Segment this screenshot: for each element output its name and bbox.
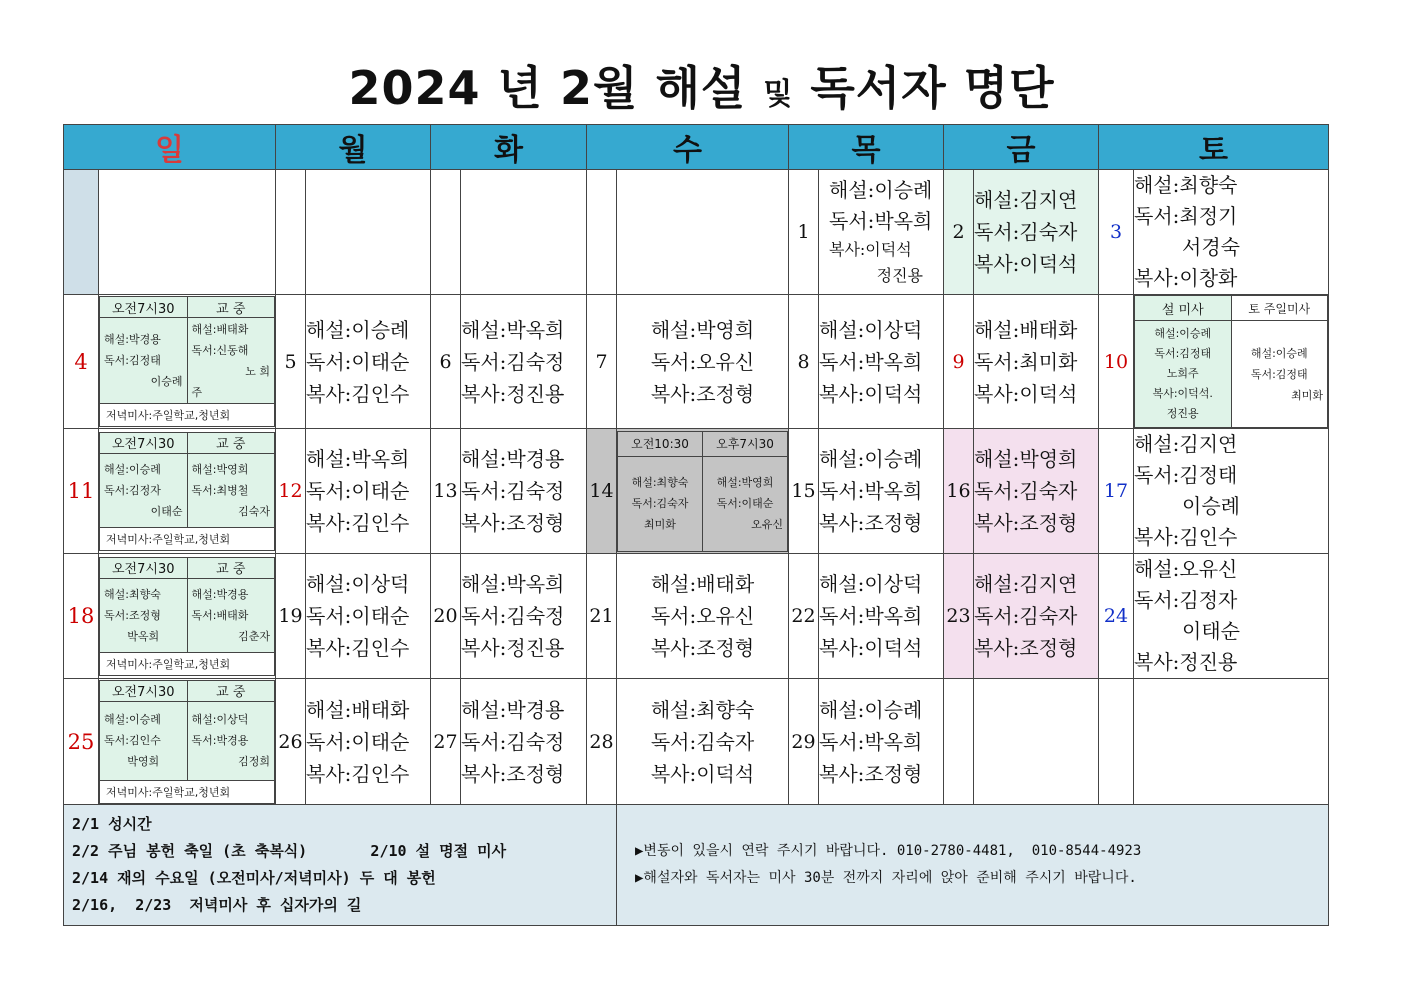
server-line: 복사:이덕석 (974, 381, 1078, 406)
commentator-line: 해설:이승례 (1250, 346, 1308, 360)
server-line: 복사:이덕석 (829, 240, 912, 259)
day-number: 3 (1099, 170, 1134, 295)
server-line: 복사:김인수 (306, 761, 410, 786)
sunday-mass-table (99, 557, 275, 676)
week-row-5 (64, 679, 1329, 805)
day-assignment (819, 429, 944, 554)
reader-line: 독서:배태화 (191, 608, 249, 622)
day-number: 5 (276, 295, 306, 429)
day-number: 15 (789, 429, 819, 554)
reader-line: 독서:이태순 (716, 497, 774, 510)
day-number: 14 (587, 429, 617, 554)
day-number: 28 (587, 679, 617, 805)
commentator-line: 해설:김지연 (974, 572, 1078, 596)
reader-line-2: 이승례 (1182, 494, 1240, 518)
commentator-line: 해설:박옥희 (461, 317, 565, 342)
commentator-line: 해설:이상덕 (819, 317, 923, 342)
day-number: 6 (431, 295, 461, 429)
title-word-commentary: 해설 (655, 61, 747, 115)
day-number: 13 (431, 429, 461, 554)
reader-line: 독서:김숙정 (461, 349, 565, 374)
day-assignment (974, 170, 1099, 295)
server-line: 복사:이창화 (1134, 266, 1238, 290)
reader-line: 독서:김숙정 (461, 479, 565, 503)
event-note: 2/14 재의 수요일 (오전미사/저녁미사) 두 대 봉헌 (72, 869, 436, 887)
event-note: 2/2 주님 봉헌 축일 (초 축복식) 2/10 설 명절 미사 (72, 842, 507, 860)
commentator-line: 해설:이상덕 (191, 713, 249, 726)
lunar-new-year-mass-header: 설 미사 (1135, 296, 1232, 321)
reader-line-2: 박옥희 (127, 629, 160, 643)
title-word-readers: 독서자 명단 (810, 61, 1055, 115)
saturday-mass-table (1134, 295, 1328, 428)
instruction-notes (617, 805, 1329, 926)
day-number: 18 (64, 554, 99, 679)
reader-line: 독서:최정기 (1134, 204, 1238, 228)
lunar-new-year-assignment (1135, 321, 1232, 428)
commentator-line: 해설:이승례 (829, 178, 933, 202)
day-number: 10 (1099, 295, 1134, 429)
reader-line: 독서:김숙자 (650, 729, 755, 754)
reader-line: 독서:김숙자 (631, 497, 689, 510)
day-number: 29 (789, 679, 819, 805)
server-line: 복사:김인수 (306, 636, 410, 660)
day-number: 16 (944, 429, 974, 554)
commentator-line: 해설:최향숙 (631, 476, 689, 489)
day-number: 26 (276, 679, 306, 805)
weekday-thu: 목 (789, 125, 944, 170)
server-line: 복사:조정형 (819, 511, 923, 535)
week-row-1 (64, 170, 1329, 295)
server-line: 복사:조정형 (974, 511, 1078, 535)
commentator-line: 해설:박영희 (650, 317, 755, 342)
day-assignment (617, 679, 789, 805)
reader-line: 독서:이태순 (306, 349, 410, 374)
morning-mass-assignment (618, 456, 703, 551)
empty-cell (461, 170, 587, 295)
commentator-line: 해설:박경용 (461, 447, 565, 471)
day-number: 20 (431, 554, 461, 679)
server-line: 복사:조정형 (819, 761, 923, 786)
empty-cell (431, 170, 461, 295)
notes-row (64, 805, 1329, 926)
day-number: 24 (1099, 554, 1134, 679)
server-line: 복사:정진용 (1134, 650, 1238, 674)
day-assignment (306, 429, 431, 554)
day-assignment (461, 295, 587, 429)
weekday-tue: 화 (431, 125, 587, 170)
commentator-line: 해설:박영희 (716, 476, 774, 489)
event-note: 2/16, 2/23 저녁미사 후 십자가의 길 (72, 896, 362, 914)
title-month: 2월 (559, 61, 639, 115)
am-mass-assignment (100, 701, 188, 780)
commentator-line: 해설:김지연 (1134, 432, 1238, 456)
empty-cell (306, 170, 431, 295)
empty-cell (99, 170, 276, 295)
day-number: 25 (64, 679, 99, 805)
reader-line: 독서:김숙자 (974, 604, 1078, 628)
reader-line: 독서:김숙자 (974, 479, 1078, 503)
weekday-wed: 수 (587, 125, 789, 170)
day-assignment (819, 554, 944, 679)
server-line: 복사:김인수 (1134, 525, 1238, 549)
day-number: 27 (431, 679, 461, 805)
title-year: 2024 (348, 61, 481, 115)
page-title (0, 52, 1403, 118)
title-year-suffix: 년 (497, 61, 543, 115)
am-mass-assignment (100, 453, 188, 527)
schedule-table (63, 124, 1329, 926)
reader-line: 독서:신동해 (191, 343, 249, 357)
reader-line: 독서:오유신 (650, 604, 755, 628)
empty-cell (944, 679, 974, 805)
am-mass-header: 오전7시30 (100, 680, 188, 701)
empty-cell (617, 170, 789, 295)
reader-line: 독서:김숙정 (461, 604, 565, 628)
server-line: 복사:조정형 (974, 636, 1078, 660)
day-assignment (461, 554, 587, 679)
saturday-vigil-mass-header: 토 주일미사 (1231, 296, 1328, 321)
evening-mass-note: 저녁미사:주일학교,청년회 (100, 780, 275, 803)
week-row-2 (64, 295, 1329, 429)
reader-line-2: 김숙자 (238, 504, 270, 518)
day-number: 22 (789, 554, 819, 679)
day-assignment (974, 429, 1099, 554)
day-assignment (974, 554, 1099, 679)
commentator-line: 해설:이상덕 (306, 572, 410, 596)
commentator-line: 해설:배태화 (974, 317, 1078, 342)
sunday-box (99, 295, 276, 429)
commentator-line: 해설:이승례 (104, 713, 161, 726)
am-mass-assignment (100, 318, 188, 404)
saturday-vigil-assignment (1231, 321, 1328, 428)
server-line: 복사:조정형 (461, 761, 565, 786)
reader-line: 독서:김정태 (1154, 347, 1212, 360)
reader-line-3: 주 (191, 385, 203, 399)
day-assignment (306, 295, 431, 429)
day-number: 1 (789, 170, 819, 295)
day-assignment (461, 679, 587, 805)
contact-note: ▶변동이 있을시 연락 주시기 바랍니다. 010-2780-4481, 010-8544-4923 (635, 843, 1142, 859)
arrival-note: ▶해설자와 독서자는 미사 30분 전까지 자리에 앉아 준비해 주시기 바랍니다. (635, 870, 1137, 886)
event-note: 2/1 성시간 (72, 815, 152, 833)
day-assignment (306, 554, 431, 679)
commentator-line: 해설:이승례 (306, 317, 410, 342)
school-mass-assignment (187, 318, 275, 404)
commentator-line: 해설:이승례 (104, 462, 161, 476)
server-line: 복사:조정형 (650, 381, 755, 406)
commentator-line: 해설:이상덕 (819, 572, 923, 596)
server-line: 복사:김인수 (306, 511, 410, 535)
server-line: 복사:조정형 (650, 636, 755, 660)
weekday-header-row (64, 125, 1329, 170)
reader-line: 독서:이태순 (306, 479, 410, 503)
server-line: 복사:조정형 (461, 511, 565, 535)
server-line-2: 정진용 (1166, 407, 1199, 420)
school-mass-header: 교 중 (187, 432, 275, 453)
sunday-box (99, 429, 276, 554)
day-number: 8 (789, 295, 819, 429)
commentator-line: 해설:이승례 (819, 447, 923, 471)
evening-mass-note: 저녁미사:주일학교,청년회 (100, 404, 275, 427)
empty-cell (587, 170, 617, 295)
commentator-line: 해설:최향숙 (650, 697, 755, 722)
reader-line: 독서:김정자 (104, 483, 161, 497)
reader-line: 독서:이태순 (306, 604, 410, 628)
reader-line-2: 이태순 (150, 504, 183, 518)
day-assignment (617, 295, 789, 429)
reader-line: 독서:이태순 (306, 729, 410, 754)
reader-line-2: 박영희 (127, 755, 160, 768)
reader-line-2: 최미화 (1291, 388, 1323, 402)
empty-cell (276, 170, 306, 295)
reader-line: 독서:김숙정 (461, 729, 565, 754)
commentator-line: 해설:박경용 (191, 587, 249, 601)
commentator-line: 해설:박옥희 (306, 447, 410, 471)
weekday-sun: 일 (64, 125, 276, 170)
day-number: 9 (944, 295, 974, 429)
evening-mass-note: 저녁미사:주일학교,청년회 (100, 652, 275, 675)
am-mass-header: 오전7시30 (100, 297, 188, 318)
day-assignment (1134, 170, 1329, 295)
reader-line: 독서:박옥희 (819, 479, 923, 503)
weekday-mon: 월 (276, 125, 431, 170)
sunday-box (99, 679, 276, 805)
sunday-box (99, 554, 276, 679)
ash-wednesday-table (617, 431, 788, 552)
reader-line: 독서:조정형 (104, 608, 161, 622)
day-assignment (1134, 429, 1329, 554)
day-number: 23 (944, 554, 974, 679)
reader-line-2: 노희주 (1166, 367, 1199, 380)
sunday-mass-table (99, 680, 275, 804)
reader-line-2: 김정희 (238, 755, 270, 768)
commentator-line: 해설:배태화 (191, 322, 249, 336)
reader-line: 독서:김정자 (1134, 588, 1238, 612)
reader-line-2: 김춘자 (238, 629, 270, 643)
day-assignment (819, 170, 944, 295)
day-number: 11 (64, 429, 99, 554)
reader-line: 독서:김정태 (1250, 367, 1308, 381)
reader-line: 독서:김인수 (104, 734, 161, 747)
day-number: 12 (276, 429, 306, 554)
commentator-line: 해설:배태화 (650, 572, 755, 596)
reader-line: 독서:박경용 (191, 734, 249, 747)
day-number: 19 (276, 554, 306, 679)
week-row-3 (64, 429, 1329, 554)
commentator-line: 해설:이승례 (819, 697, 923, 722)
empty-cell (64, 170, 99, 295)
day-number: 21 (587, 554, 617, 679)
day-assignment (974, 295, 1099, 429)
reader-line: 독서:김숙자 (974, 220, 1078, 244)
week-row-4 (64, 554, 1329, 679)
day-assignment (819, 679, 944, 805)
server-line-2: 정진용 (876, 266, 923, 285)
reader-line: 독서:최미화 (974, 349, 1078, 374)
day-assignment (819, 295, 944, 429)
events-notes (64, 805, 617, 926)
reader-line: 독서:최병철 (191, 483, 249, 497)
reader-line-2: 이태순 (1182, 619, 1240, 643)
commentator-line: 해설:이승례 (1154, 327, 1212, 340)
reader-line-2: 오유신 (751, 518, 783, 531)
school-mass-assignment (187, 701, 275, 780)
sunday-mass-table (99, 432, 275, 551)
school-mass-assignment (187, 453, 275, 527)
reader-line: 독서:박옥희 (829, 209, 933, 233)
empty-cell (974, 679, 1099, 805)
evening-mass-assignment (703, 456, 788, 551)
reader-line: 독서:김정태 (1134, 463, 1238, 487)
server-line: 복사:이덕석 (819, 636, 923, 660)
reader-line: 독서:김정태 (104, 354, 161, 367)
school-mass-header: 교 중 (187, 680, 275, 701)
server-line: 복사:정진용 (461, 636, 565, 660)
commentator-line: 해설:최향숙 (104, 587, 161, 601)
school-mass-header: 교 중 (187, 557, 275, 578)
server-line: 복사:김인수 (306, 381, 410, 406)
server-line: 복사:이덕석 (819, 381, 923, 406)
title-and: 및 (763, 77, 794, 112)
school-mass-header: 교 중 (187, 297, 275, 318)
server-line: 복사:이덕석. (1152, 387, 1213, 400)
reader-line: 독서:박옥희 (819, 729, 923, 754)
empty-cell (1134, 679, 1329, 805)
reader-line: 독서:박옥희 (819, 604, 923, 628)
empty-cell (1099, 679, 1134, 805)
commentator-line: 해설:김지연 (974, 188, 1078, 212)
day-number: 4 (64, 295, 99, 429)
server-line: 복사:이덕석 (974, 252, 1078, 276)
ash-wednesday-box (617, 429, 789, 554)
day-assignment (1134, 554, 1329, 679)
server-line: 복사:이덕석 (650, 761, 755, 786)
evening-mass-note: 저녁미사:주일학교,청년회 (100, 527, 275, 550)
day-number: 7 (587, 295, 617, 429)
reader-line-2: 서경숙 (1182, 235, 1240, 259)
school-mass-assignment (187, 578, 275, 652)
reader-line: 독서:박옥희 (819, 349, 923, 374)
commentator-line: 해설:박경용 (104, 333, 161, 346)
weekday-sat: 토 (1099, 125, 1329, 170)
morning-mass-header: 오전10:30 (618, 431, 703, 456)
saturday-box (1134, 295, 1329, 429)
reader-line-2: 노 희 (245, 364, 270, 378)
day-assignment (306, 679, 431, 805)
commentator-line: 해설:박영희 (974, 447, 1078, 471)
evening-mass-header: 오후7시30 (703, 431, 788, 456)
commentator-line: 해설:박경용 (461, 697, 565, 722)
commentator-line: 해설:최향숙 (1134, 173, 1238, 197)
reader-line-2: 최미화 (644, 518, 676, 531)
day-number: 2 (944, 170, 974, 295)
weekday-fri: 금 (944, 125, 1099, 170)
commentator-line: 해설:박옥희 (461, 572, 565, 596)
reader-line: 독서:오유신 (650, 349, 755, 374)
sunday-mass-table (99, 296, 275, 427)
server-line: 복사:정진용 (461, 381, 565, 406)
am-mass-assignment (100, 578, 188, 652)
reader-line-2: 이승례 (150, 375, 183, 388)
commentator-line: 해설:박영희 (191, 462, 249, 476)
commentator-line: 해설:배태화 (306, 697, 410, 722)
am-mass-header: 오전7시30 (100, 557, 188, 578)
am-mass-header: 오전7시30 (100, 432, 188, 453)
day-assignment (461, 429, 587, 554)
commentator-line: 해설:오유신 (1134, 557, 1238, 581)
day-number: 17 (1099, 429, 1134, 554)
day-assignment (617, 554, 789, 679)
